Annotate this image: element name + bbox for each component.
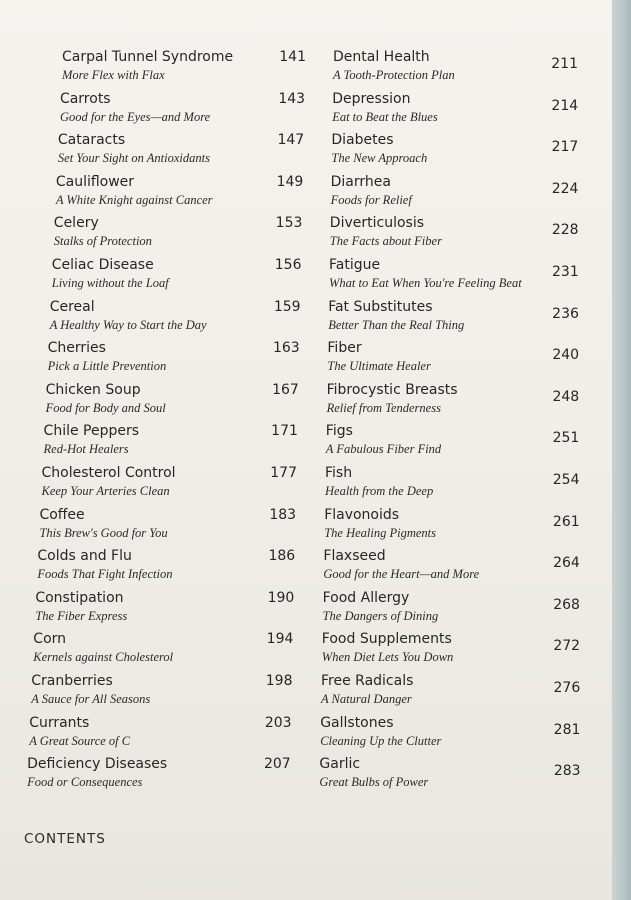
entry-subtitle: Set Your Sight on Antioxidants xyxy=(57,151,210,166)
entry-page-number: 251 xyxy=(552,430,580,447)
entry-title: Cholesterol Control xyxy=(41,465,176,481)
entry-title: Gallstones xyxy=(320,714,394,731)
entry-subtitle: This Brew's Good for You xyxy=(39,525,168,540)
entry-subtitle: The Dangers of Dining xyxy=(322,608,439,623)
right-toc-entry xyxy=(324,506,436,541)
left-toc-entry xyxy=(29,714,130,749)
entry-title: Cherries xyxy=(47,340,106,357)
entry-page-number: 281 xyxy=(553,721,581,738)
entry-title: Cataracts xyxy=(57,132,126,149)
right-toc-entry xyxy=(319,755,428,790)
entry-title: Cranberries xyxy=(31,673,113,689)
entry-title: Depression xyxy=(332,90,411,107)
entry-subtitle: Relief from Tenderness xyxy=(326,400,441,415)
entry-page-number: 190 xyxy=(267,589,295,606)
left-toc-entry xyxy=(35,589,127,624)
entry-page-number: 224 xyxy=(551,180,579,197)
entry-subtitle: Foods for Relief xyxy=(330,192,412,207)
entry-subtitle: The Ultimate Healer xyxy=(327,359,431,374)
entry-title: Chicken Soup xyxy=(45,381,141,398)
entry-page-number: 198 xyxy=(265,673,293,689)
page-edge-shadow xyxy=(612,0,631,900)
entry-title: Celiac Disease xyxy=(51,257,154,273)
right-toc-entry xyxy=(326,422,441,457)
entry-page-number: 147 xyxy=(277,132,305,149)
entry-subtitle: More Flex with Flax xyxy=(62,68,165,82)
entry-subtitle: Better Than the Real Thing xyxy=(328,317,465,332)
entry-page-number: 143 xyxy=(278,90,306,107)
left-toc-entry xyxy=(42,464,176,499)
entry-subtitle: Health from the Deep xyxy=(325,484,434,498)
entry-page-number: 211 xyxy=(551,56,578,72)
entry-page-number: 183 xyxy=(269,506,297,523)
left-toc-entry xyxy=(46,381,166,416)
entry-subtitle: Food or Consequences xyxy=(27,775,143,790)
left-toc-entry xyxy=(56,173,213,208)
right-toc-entry xyxy=(331,173,412,208)
entry-subtitle: Eat to Beat the Blues xyxy=(332,109,438,124)
entry-title: Food Allergy xyxy=(322,589,410,606)
entry-page-number: 203 xyxy=(264,714,292,731)
entry-subtitle: A Natural Danger xyxy=(321,692,412,706)
entry-title: Fat Substitutes xyxy=(328,298,433,315)
right-toc-entry xyxy=(323,547,479,582)
right-toc-entry xyxy=(332,90,438,125)
right-toc-entry xyxy=(331,131,427,166)
entry-title: Fatigue xyxy=(329,257,381,273)
left-toc-entry xyxy=(27,755,167,790)
entry-page-number: 156 xyxy=(274,257,302,273)
entry-subtitle: Food for Body and Soul xyxy=(45,400,166,415)
right-toc-entry xyxy=(329,256,522,291)
entry-title: Chile Peppers xyxy=(43,423,140,440)
left-toc-entry xyxy=(37,547,172,582)
entry-page-number: 167 xyxy=(272,381,299,398)
entry-title: Figs xyxy=(325,423,353,440)
entry-title: Flaxseed xyxy=(323,548,386,565)
entry-page-number: 248 xyxy=(552,388,580,405)
entry-title: Currants xyxy=(29,714,90,731)
entry-page-number: 214 xyxy=(551,97,579,114)
entry-title: Fish xyxy=(325,465,353,481)
entry-page-number: 217 xyxy=(551,139,579,156)
entry-title: Corn xyxy=(33,631,67,648)
entry-subtitle: A Healthy Way to Start the Day xyxy=(49,317,207,332)
right-toc-entry xyxy=(320,714,441,749)
entry-page-number: 177 xyxy=(270,465,297,481)
entry-title: Constipation xyxy=(35,589,124,606)
entry-subtitle: What to Eat When You're Feeling Beat xyxy=(329,276,522,290)
entry-page-number: 141 xyxy=(279,49,306,65)
entry-subtitle: Cleaning Up the Clutter xyxy=(320,733,442,748)
entry-title: Flavonoids xyxy=(324,506,400,523)
left-toc-entry xyxy=(54,214,152,249)
entry-title: Cauliflower xyxy=(55,173,135,190)
entry-subtitle: The Healing Pigments xyxy=(324,525,436,540)
left-toc-entry xyxy=(31,672,150,707)
entry-subtitle: The New Approach xyxy=(331,151,428,166)
entry-page-number: 207 xyxy=(263,756,291,773)
entry-page-number: 194 xyxy=(266,631,294,648)
right-toc-entry xyxy=(323,589,439,624)
left-toc-entry xyxy=(52,256,169,291)
entry-subtitle: A Tooth-Protection Plan xyxy=(333,68,455,82)
entry-title: Fibrocystic Breasts xyxy=(326,381,458,398)
entry-subtitle: Stalks of Protection xyxy=(53,234,152,249)
entry-page-number: 254 xyxy=(552,472,580,488)
entry-title: Free Radicals xyxy=(321,673,414,689)
entry-title: Dental Health xyxy=(333,49,430,65)
entry-subtitle: Keep Your Arteries Clean xyxy=(41,484,170,498)
left-toc-entry xyxy=(44,422,139,457)
entry-page-number: 276 xyxy=(553,680,581,696)
left-toc-entry xyxy=(39,506,167,541)
right-toc-entry xyxy=(328,298,464,333)
entry-subtitle: Pick a Little Prevention xyxy=(47,359,167,374)
entry-title: Fiber xyxy=(327,340,362,357)
entry-title: Cereal xyxy=(49,298,95,315)
right-toc-entry xyxy=(322,630,454,665)
entry-page-number: 240 xyxy=(552,347,580,364)
entry-title: Diarrhea xyxy=(330,173,391,190)
left-toc-entry xyxy=(50,298,207,333)
entry-title: Garlic xyxy=(319,756,361,773)
entry-title: Carrots xyxy=(59,90,111,107)
entry-page-number: 272 xyxy=(553,638,581,655)
entry-subtitle: Good for the Heart—and More xyxy=(323,567,480,582)
entry-subtitle: Kernels against Cholesterol xyxy=(33,650,174,665)
left-toc-entry xyxy=(48,339,167,374)
right-toc-entry xyxy=(321,672,413,707)
entry-title: Food Supplements xyxy=(321,631,452,648)
right-toc-entry xyxy=(333,48,455,83)
entry-subtitle: A Great Source of C xyxy=(29,733,131,748)
page-footer-label: CONTENTS xyxy=(24,831,106,847)
entry-subtitle: The Fiber Express xyxy=(35,608,128,623)
entry-title: Celery xyxy=(53,215,99,232)
entry-title: Deficiency Diseases xyxy=(27,756,168,773)
entry-page-number: 153 xyxy=(275,215,303,232)
entry-page-number: 268 xyxy=(553,596,580,613)
right-toc-entry xyxy=(327,339,430,374)
entry-subtitle: Red-Hot Healers xyxy=(43,442,129,457)
entry-page-number: 236 xyxy=(552,305,579,322)
entry-title: Diverticulosis xyxy=(329,215,425,232)
entry-page-number: 231 xyxy=(552,264,579,280)
entry-subtitle: Living without the Loaf xyxy=(51,276,169,290)
entry-page-number: 228 xyxy=(551,222,579,239)
entry-page-number: 159 xyxy=(273,298,301,315)
left-toc-entry xyxy=(33,630,173,665)
entry-page-number: 283 xyxy=(553,763,581,780)
left-toc-entry xyxy=(62,48,233,83)
entry-subtitle: Good for the Eyes—and More xyxy=(59,109,211,124)
right-toc-entry xyxy=(327,381,458,416)
entry-page-number: 261 xyxy=(552,513,580,530)
entry-subtitle: The Facts about Fiber xyxy=(329,234,442,249)
right-toc-entry xyxy=(325,464,433,499)
entry-page-number: 264 xyxy=(553,555,580,572)
entry-page-number: 171 xyxy=(271,423,298,440)
entry-subtitle: A White Knight against Cancer xyxy=(55,192,213,207)
entry-title: Colds and Flu xyxy=(37,548,132,565)
entry-title: Carpal Tunnel Syndrome xyxy=(62,49,234,65)
left-toc-entry xyxy=(58,131,210,166)
entry-subtitle: A Sauce for All Seasons xyxy=(31,692,151,706)
entry-subtitle: A Fabulous Fiber Find xyxy=(325,442,442,457)
entry-page-number: 163 xyxy=(272,340,300,357)
entry-subtitle: Great Bulbs of Power xyxy=(319,775,429,790)
left-toc-entry xyxy=(60,90,210,125)
entry-title: Diabetes xyxy=(331,132,394,149)
entry-subtitle: When Diet Lets You Down xyxy=(321,650,454,665)
entry-subtitle: Foods That Fight Infection xyxy=(37,567,173,582)
entry-page-number: 186 xyxy=(268,548,296,565)
entry-title: Coffee xyxy=(39,506,85,523)
entry-page-number: 149 xyxy=(276,173,304,190)
right-toc-entry xyxy=(330,214,442,249)
